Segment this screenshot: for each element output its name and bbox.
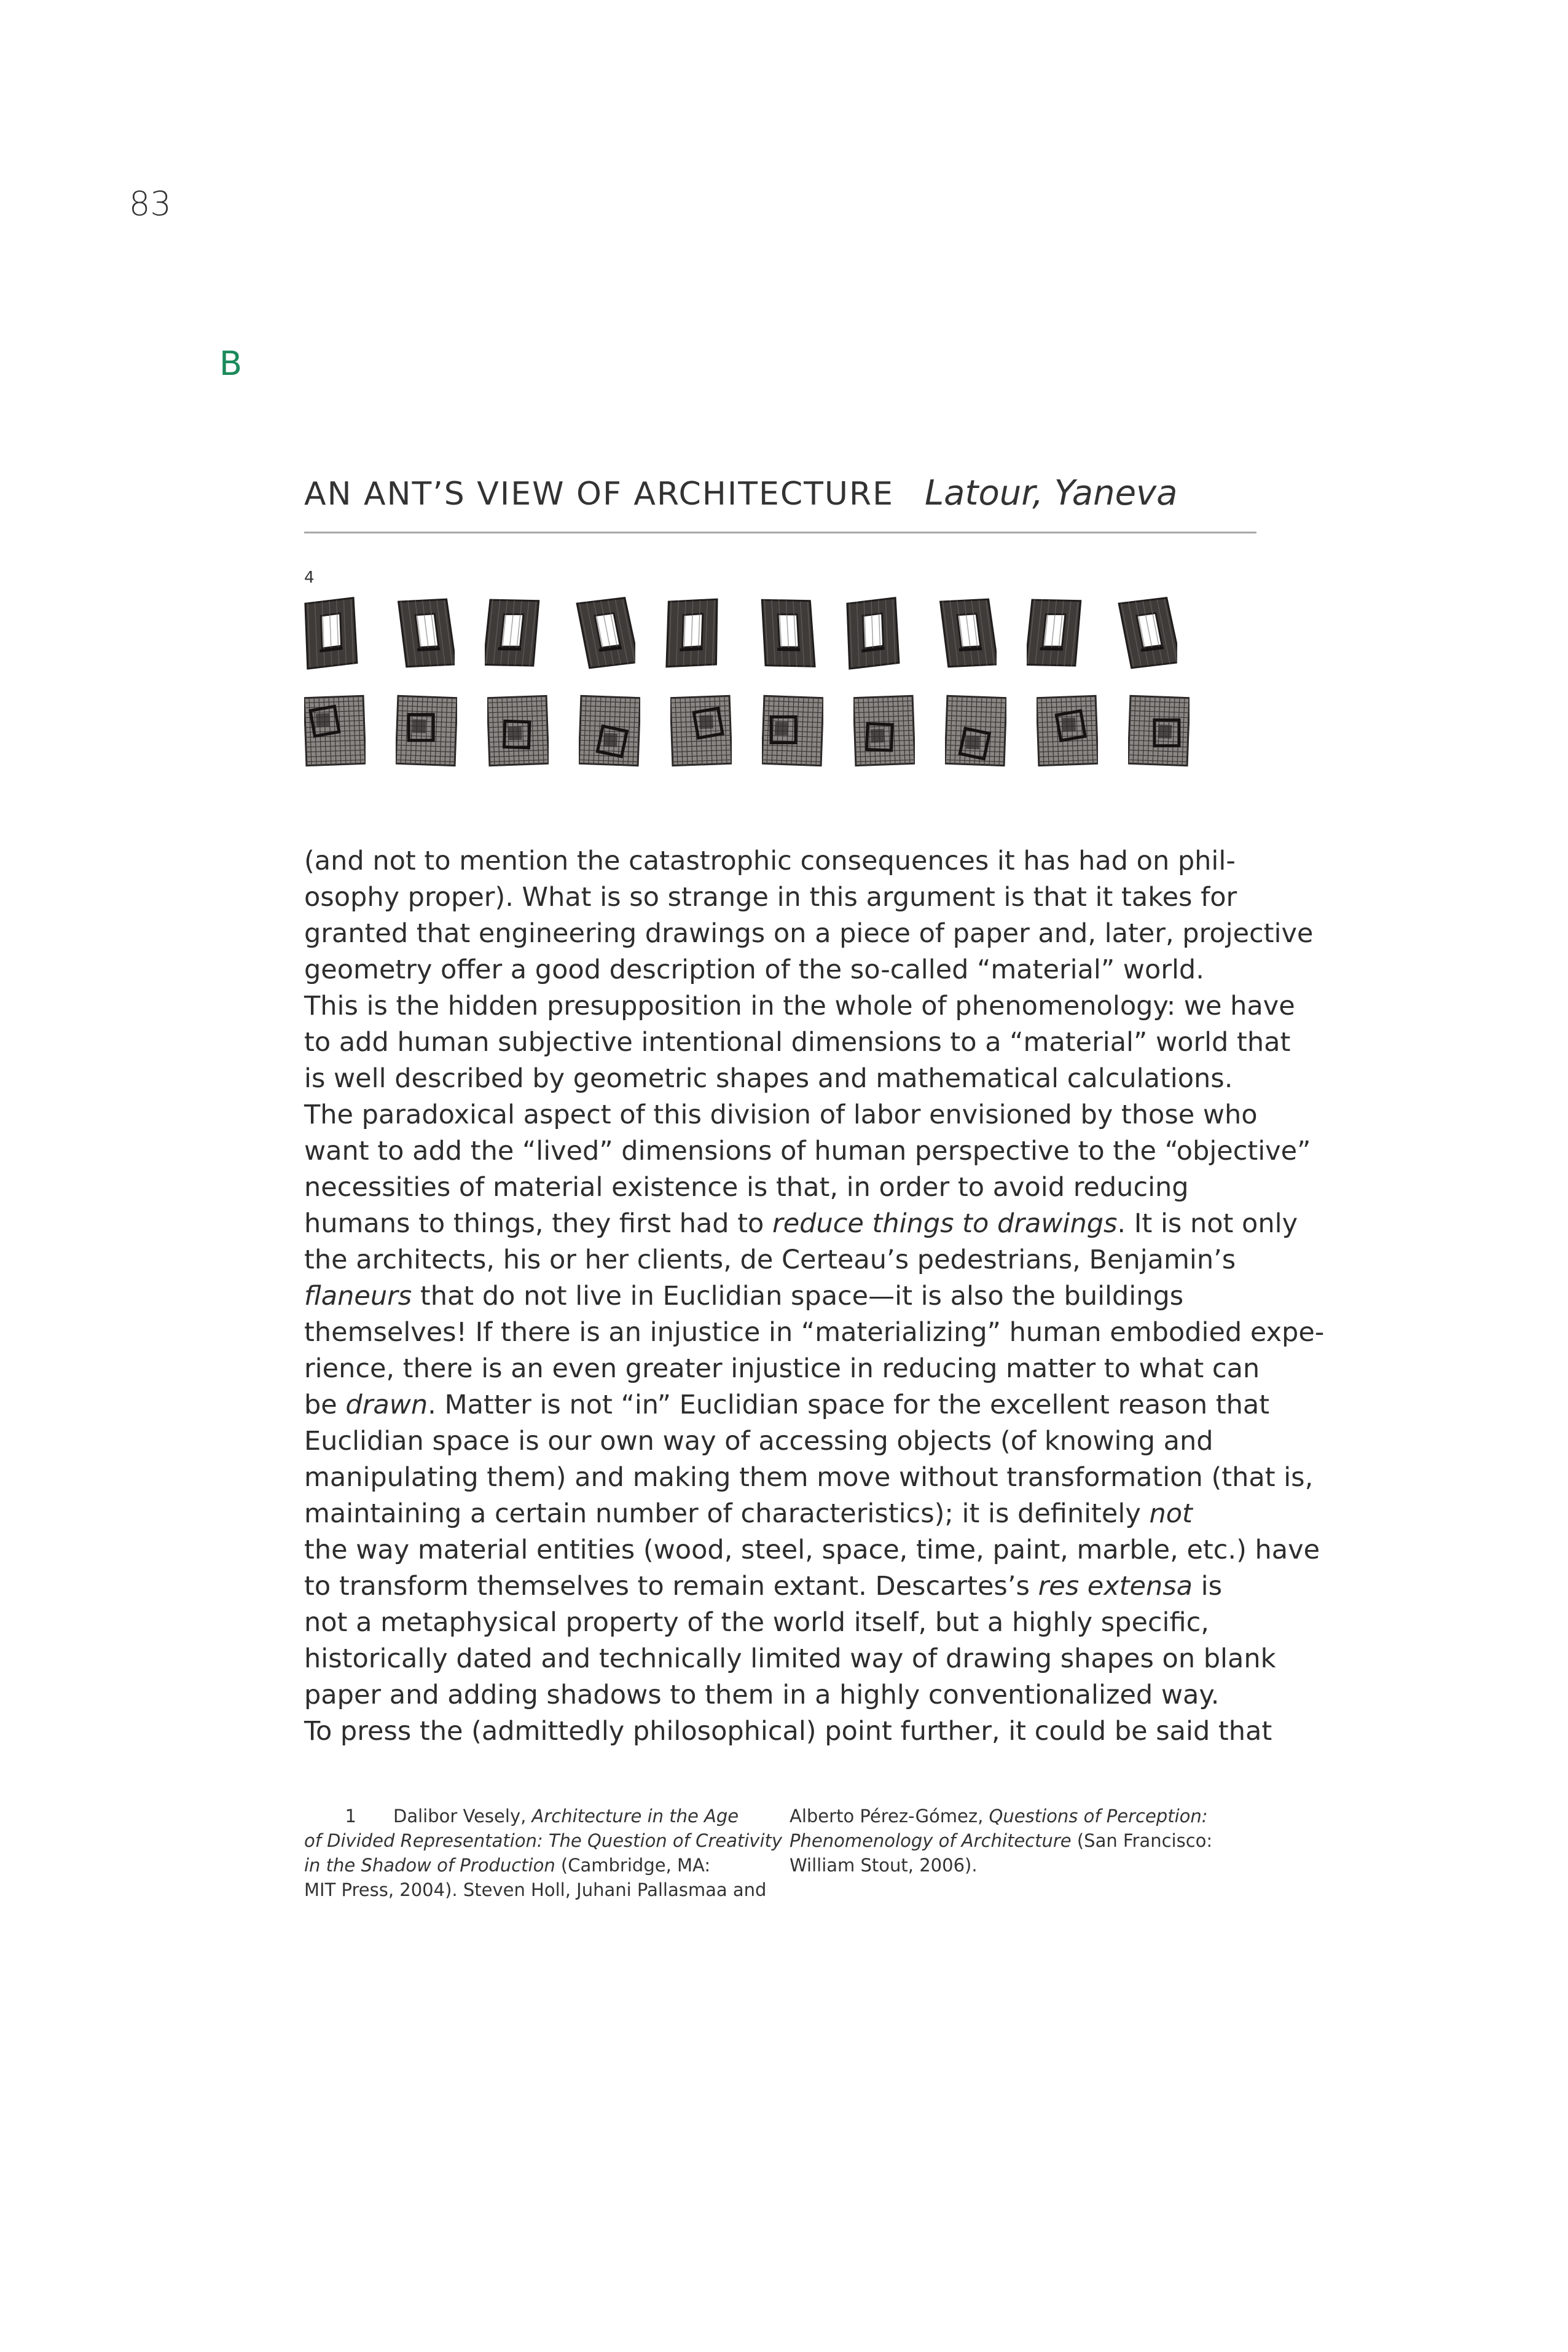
footnote-right-column bbox=[790, 1804, 1269, 1878]
text-segment: is well described by geometric shapes and mathematical calculations. bbox=[304, 1063, 1233, 1094]
running-header bbox=[304, 473, 1256, 533]
footnote-segment: (San Francisco: bbox=[1071, 1830, 1213, 1851]
text-segment: not a metaphysical property of the world itself, but a highly specific, bbox=[304, 1607, 1209, 1638]
text-line bbox=[304, 1387, 1287, 1423]
footnote-segment: MIT Press, 2004). Steven Holl, Juhani Pallasmaa and bbox=[304, 1879, 767, 1900]
figure-number: 4 bbox=[304, 568, 315, 587]
text-segment: not bbox=[1149, 1498, 1193, 1529]
plan-sketch bbox=[1037, 694, 1098, 767]
plan-sketch bbox=[762, 694, 823, 767]
text-line bbox=[304, 1460, 1314, 1496]
text-segment: want to add the “lived” dimensions of human perspective to the “objective” bbox=[304, 1136, 1311, 1166]
footnote-left-column bbox=[304, 1804, 783, 1902]
footnote-segment: Alberto Pérez-Gómez, bbox=[790, 1806, 989, 1827]
text-segment: To press the (admittedly philosophical) point further, it could be said that bbox=[304, 1716, 1272, 1747]
text-segment: granted that engineering drawings on a piece of paper and, later, projective bbox=[304, 918, 1314, 949]
plan-sketch bbox=[1128, 694, 1190, 767]
text-line bbox=[304, 1568, 1287, 1605]
footnote-line bbox=[790, 1853, 1269, 1878]
text-line bbox=[304, 1351, 1287, 1387]
figure-drawings bbox=[304, 596, 1190, 767]
text-line bbox=[304, 1133, 1311, 1170]
text-segment: The paradoxical aspect of this division of labor envisioned by those who bbox=[304, 1099, 1258, 1130]
header-title: AN ANT’S VIEW OF ARCHITECTURE bbox=[304, 476, 894, 513]
text-segment: humans to things, they first had to bbox=[304, 1208, 773, 1239]
page-number: 83 bbox=[129, 184, 171, 223]
footnote-line bbox=[304, 1804, 771, 1828]
text-line bbox=[304, 1423, 1287, 1460]
figure-row-elevations bbox=[304, 596, 1190, 670]
elevation-sketch bbox=[485, 596, 545, 670]
text-line bbox=[304, 1641, 1287, 1677]
text-line bbox=[304, 1097, 1287, 1133]
text-segment: . Matter is not “in” Euclidian space for the excellent reason that bbox=[428, 1390, 1270, 1420]
elevation-sketch bbox=[1117, 596, 1177, 670]
text-line bbox=[304, 1605, 1287, 1641]
elevation-sketch bbox=[756, 596, 816, 670]
text-segment: Euclidian space is our own way of accessing objects (of knowing and bbox=[304, 1426, 1213, 1457]
text-segment: the architects, his or her clients, de Certeau’s pedestrians, Benjamin’s bbox=[304, 1245, 1236, 1275]
text-segment: drawn bbox=[345, 1390, 428, 1420]
text-line bbox=[304, 1242, 1287, 1278]
text-segment: that do not live in Euclidian space—it is also the buildings bbox=[412, 1281, 1184, 1312]
figure-row-plans bbox=[304, 694, 1190, 767]
text-segment: maintaining a certain number of characteristics); it is definitely bbox=[304, 1498, 1150, 1529]
section-letter: B bbox=[219, 344, 243, 383]
text-segment: to transform themselves to remain extant. Descartes’s bbox=[304, 1571, 1038, 1602]
text-segment: geometry offer a good description of the so-called “material” world. bbox=[304, 954, 1204, 985]
text-line bbox=[304, 1278, 1287, 1315]
footnote-line bbox=[304, 1828, 783, 1853]
footnote-line bbox=[304, 1878, 771, 1902]
plan-sketch bbox=[304, 694, 366, 767]
text-line bbox=[304, 916, 1314, 952]
footnote-segment: Questions of Perception: bbox=[989, 1806, 1208, 1827]
text-segment: be bbox=[304, 1390, 346, 1420]
text-line bbox=[304, 1315, 1325, 1351]
text-line bbox=[304, 879, 1287, 916]
footnote-line bbox=[790, 1804, 1269, 1828]
text-segment: necessities of material existence is that, in order to avoid reducing bbox=[304, 1172, 1189, 1203]
footnote-segment: Architecture in the Age bbox=[531, 1806, 739, 1827]
text-line bbox=[304, 988, 1295, 1025]
text-line bbox=[304, 1025, 1291, 1061]
text-segment: (and not to mention the catastrophic consequences it has had on phil- bbox=[304, 846, 1236, 876]
plan-sketch bbox=[853, 694, 915, 767]
elevation-sketch bbox=[665, 596, 726, 670]
text-segment: osophy proper). What is so strange in this argument is that it takes for bbox=[304, 882, 1237, 913]
text-segment: This is the hidden presupposition in the whole of phenomenology: we have bbox=[304, 991, 1295, 1021]
footnote-segment: Phenomenology of Architecture bbox=[790, 1830, 1072, 1851]
text-line bbox=[304, 1170, 1287, 1206]
text-line bbox=[304, 1532, 1320, 1568]
text-segment: . It is not only bbox=[1117, 1208, 1298, 1239]
text-segment: themselves! If there is an injustice in “materializing” human embodied expe- bbox=[304, 1317, 1325, 1348]
footnote-segment: William Stout, 2006). bbox=[790, 1855, 978, 1876]
text-segment: reduce things to drawings bbox=[772, 1208, 1118, 1239]
elevation-sketch bbox=[1027, 596, 1087, 670]
text-segment: historically dated and technically limited way of drawing shapes on blank bbox=[304, 1643, 1276, 1674]
header-authors: Latour, Yaneva bbox=[924, 473, 1178, 513]
text-line bbox=[304, 1713, 1287, 1750]
text-line bbox=[304, 1677, 1287, 1713]
text-segment: the way material entities (wood, steel, space, time, paint, marble, etc.) have bbox=[304, 1535, 1320, 1565]
elevation-sketch bbox=[575, 596, 635, 670]
text-segment: res extensa bbox=[1038, 1571, 1193, 1602]
plan-sketch bbox=[579, 694, 640, 767]
plan-sketch bbox=[670, 694, 732, 767]
footnote-line bbox=[790, 1828, 1269, 1853]
footnote-line bbox=[304, 1853, 771, 1878]
elevation-sketch bbox=[304, 596, 364, 670]
footnote-segment: (Cambridge, MA: bbox=[555, 1855, 711, 1876]
text-segment: flaneurs bbox=[304, 1281, 412, 1312]
text-segment: is bbox=[1193, 1571, 1223, 1602]
text-line bbox=[304, 1061, 1287, 1097]
plan-sketch bbox=[487, 694, 549, 767]
plan-sketch bbox=[945, 694, 1006, 767]
text-line bbox=[304, 843, 1287, 879]
elevation-sketch bbox=[936, 596, 997, 670]
body-text bbox=[304, 843, 1325, 1750]
elevation-sketch bbox=[394, 596, 455, 670]
footnote-marker: 1 bbox=[345, 1806, 356, 1827]
text-line bbox=[304, 1206, 1298, 1242]
text-line bbox=[304, 1496, 1287, 1532]
text-segment: rience, there is an even greater injustice in reducing matter to what can bbox=[304, 1353, 1260, 1384]
text-segment: manipulating them) and making them move without transformation (that is, bbox=[304, 1462, 1314, 1493]
elevation-sketch bbox=[846, 596, 906, 670]
footnote-segment: Dalibor Vesely, bbox=[393, 1806, 532, 1827]
text-line bbox=[304, 952, 1287, 988]
footnote-segment: in the Shadow of Production bbox=[304, 1855, 555, 1876]
plan-sketch bbox=[396, 694, 457, 767]
text-segment: to add human subjective intentional dimensions to a “material” world that bbox=[304, 1027, 1291, 1058]
text-segment: paper and adding shadows to them in a highly conventionalized way. bbox=[304, 1680, 1220, 1710]
footnote-segment: of Divided Representation: The Question of Creativity bbox=[304, 1830, 783, 1851]
